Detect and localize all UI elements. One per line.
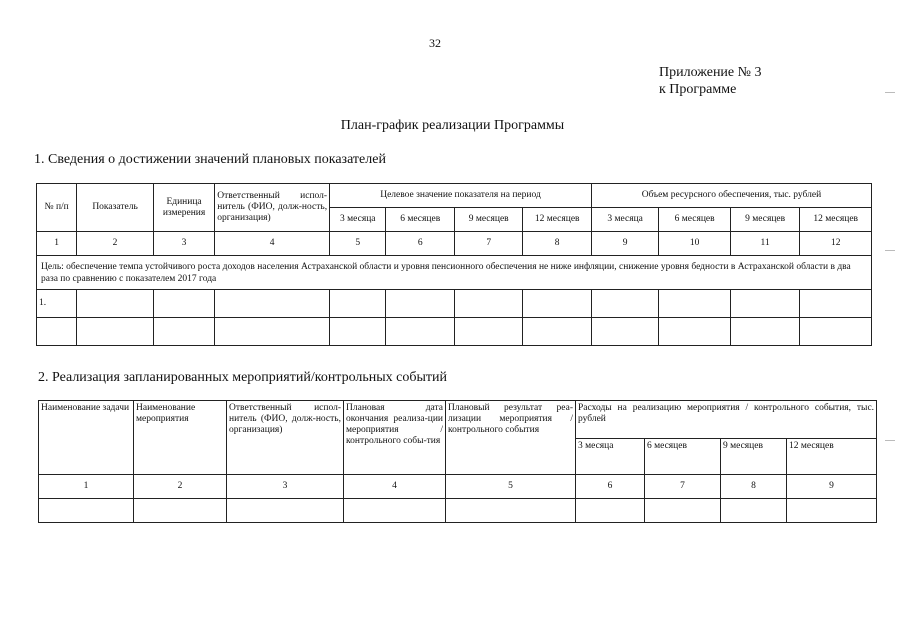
appendix-line-1: Приложение № 3: [659, 65, 762, 80]
column-number: 3: [153, 232, 214, 256]
header-period: 3 месяца: [330, 208, 386, 232]
header-period: 3 месяца: [591, 208, 658, 232]
header-expenses: Расходы на реализацию мероприятия / контрольного события, тыс. рублей: [576, 401, 877, 439]
header-period: 9 месяцев: [454, 208, 522, 232]
section2-title: 2. Реализация запланированных мероприятий/контрольных событий: [38, 370, 448, 385]
goal-row: Цель: обеспечение темпа устойчивого роста доходов населения Астраханской области и уровня пенсионного обеспечения не ниже инфляции, снижение уровня бедности в Астраханской области в два раза по сравнению с показателем 2017 года: [37, 256, 872, 290]
scan-mark: [885, 250, 895, 251]
header-task: Наименование задачи: [39, 401, 134, 475]
column-number: 9: [787, 475, 877, 499]
scan-mark: [885, 92, 895, 93]
header-responsible: Ответственный испол-нитель (ФИО, долж-ность, организация): [227, 401, 344, 475]
column-number: 6: [576, 475, 645, 499]
header-period: 6 месяцев: [659, 208, 731, 232]
header-period: 12 месяцев: [800, 208, 872, 232]
header-period: 9 месяцев: [721, 439, 787, 475]
scan-mark: [885, 440, 895, 441]
column-number: 5: [330, 232, 386, 256]
column-number: 2: [134, 475, 227, 499]
indicators-table: [36, 183, 872, 346]
appendix-line-2: к Программе: [659, 82, 737, 97]
table-row: [39, 499, 877, 523]
header-num: № п/п: [37, 184, 77, 232]
column-number: 7: [645, 475, 721, 499]
document-title: План-график реализации Программы: [340, 118, 565, 133]
page-number: 32: [429, 36, 441, 50]
column-number: 2: [77, 232, 154, 256]
activities-table: [38, 400, 877, 523]
header-period: 3 месяца: [576, 439, 645, 475]
column-number: 6: [386, 232, 454, 256]
column-number: 4: [215, 232, 330, 256]
header-responsible: Ответственный испол-нитель (ФИО, долж-ность, организация): [215, 184, 330, 232]
column-number: 3: [227, 475, 344, 499]
table-row: [37, 318, 872, 346]
header-planned-date: Плановая дата окончания реализа-ции мероприятия / контрольного собы-тия: [344, 401, 446, 475]
column-number: 11: [730, 232, 799, 256]
header-period: 12 месяцев: [523, 208, 591, 232]
header-activity: Наименование мероприятия: [134, 401, 227, 475]
row-number: 1.: [37, 290, 77, 318]
column-number: 8: [523, 232, 591, 256]
column-number: 9: [591, 232, 658, 256]
table-row: [37, 290, 872, 318]
header-period: 6 месяцев: [645, 439, 721, 475]
section1-title: 1. Сведения о достижении значений плановых показателей: [34, 152, 386, 167]
column-number: 7: [454, 232, 522, 256]
header-indicator: Показатель: [77, 184, 154, 232]
header-period: 6 месяцев: [386, 208, 454, 232]
column-number: 1: [37, 232, 77, 256]
column-number: 4: [344, 475, 446, 499]
column-number: 10: [659, 232, 731, 256]
appendix-label: [659, 64, 762, 98]
column-number: 12: [800, 232, 872, 256]
header-target-value: Целевое значение показателя на период: [330, 184, 592, 208]
header-period: 9 месяцев: [730, 208, 799, 232]
header-period: 12 месяцев: [787, 439, 877, 475]
header-resource-volume: Объем ресурсного обеспечения, тыс. рублей: [591, 184, 871, 208]
header-planned-result: Плановый результат реа-лизации мероприятия / контрольного события: [446, 401, 576, 475]
column-number: 1: [39, 475, 134, 499]
column-number: 8: [721, 475, 787, 499]
column-number: 5: [446, 475, 576, 499]
header-unit: Единица измерения: [153, 184, 214, 232]
